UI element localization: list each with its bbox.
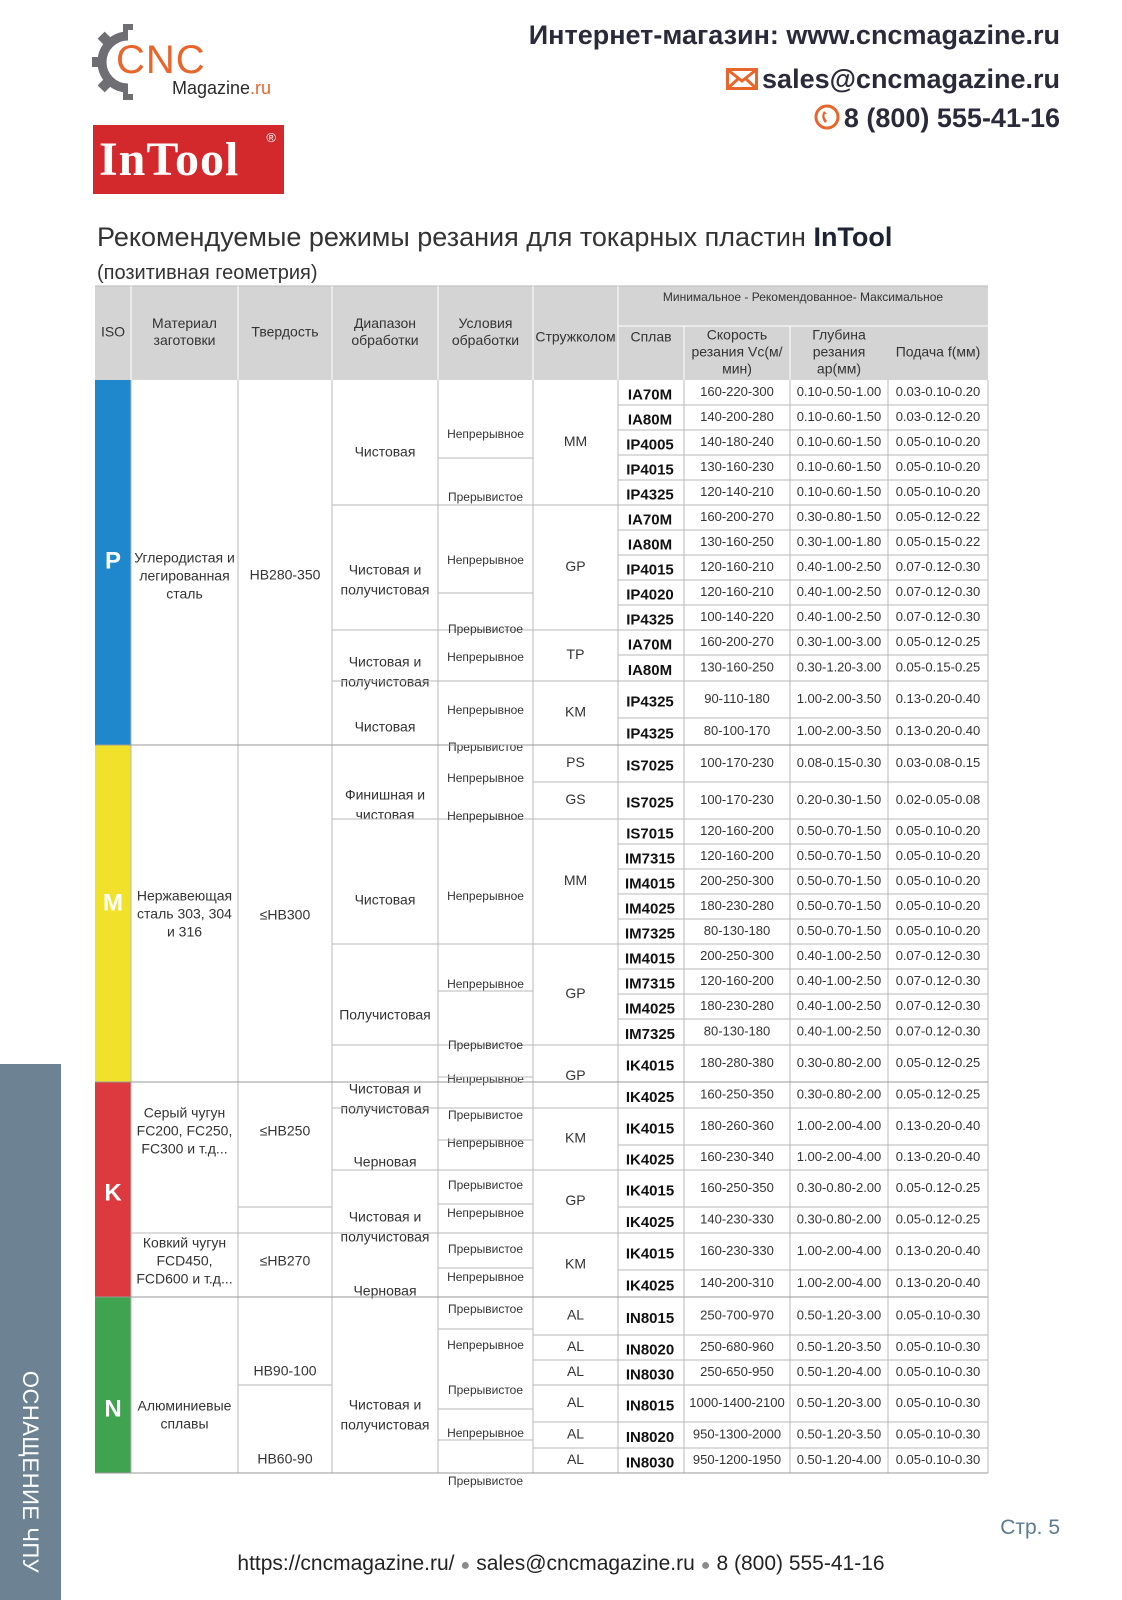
depth-cell: 0.50-1.20-3.50 (796, 1338, 882, 1354)
condition-cell: Прерывистое (447, 740, 524, 755)
condition-cell: Прерывистое (447, 1302, 524, 1317)
depth-cell: 0.50-1.20-4.00 (796, 1451, 882, 1467)
hardness-cell: ≤HB300 (259, 906, 311, 923)
chipbreaker-cell: AL (566, 1338, 585, 1355)
header-depth: резания (812, 343, 866, 360)
speed-cell: 120-140-210 (700, 483, 774, 499)
chipbreaker-cell: GP (565, 558, 586, 575)
footer (0, 1552, 1122, 1576)
alloy-cell: IP4325 (626, 693, 674, 711)
depth-cell: 0.30-1.00-1.80 (796, 533, 882, 549)
condition-cell: Прерывистое (447, 622, 524, 637)
alloy-cell: IP4325 (626, 486, 674, 504)
hardness-cell: ≤HB250 (259, 1122, 311, 1139)
chipbreaker-cell: AL (566, 1425, 585, 1442)
material-cell: FC200, FC250, (136, 1122, 233, 1139)
depth-cell: 0.30-0.80-2.00 (796, 1211, 882, 1227)
feed-cell: 0.05-0.12-0.25 (895, 1086, 981, 1102)
depth-cell: 0.50-1.20-3.50 (796, 1426, 882, 1442)
depth-cell: 0.40-1.00-2.50 (796, 558, 882, 574)
speed-cell: 120-160-200 (700, 822, 774, 838)
chipbreaker-cell: GP (565, 1067, 586, 1084)
depth-cell: 0.40-1.00-2.50 (796, 583, 882, 599)
feed-cell: 0.07-0.12-0.30 (895, 997, 981, 1013)
header-range: обработки (351, 332, 419, 349)
alloy-cell: IN8020 (625, 1428, 675, 1446)
condition-cell: Непрерывное (447, 1338, 524, 1353)
speed-cell: 80-130-180 (703, 922, 771, 938)
footer-separator: ● (700, 1557, 711, 1574)
feed-cell: 0.05-0.15-0.25 (895, 659, 981, 675)
speed-cell: 140-200-310 (700, 1274, 774, 1290)
material-cell: Серый чугун (143, 1104, 226, 1121)
depth-cell: 0.10-0.60-1.50 (796, 433, 882, 449)
range-cell: Черновая (353, 1282, 417, 1299)
header-speed: мин) (722, 360, 752, 377)
condition-cell: Прерывистое (447, 1383, 524, 1398)
header-conditions: Условия (458, 315, 513, 332)
feed-cell: 0.05-0.12-0.25 (895, 1054, 981, 1070)
iso-letter: M (103, 889, 123, 917)
speed-cell: 140-230-330 (700, 1211, 774, 1227)
speed-cell: 80-100-170 (703, 722, 771, 738)
feed-cell: 0.05-0.10-0.20 (895, 822, 981, 838)
depth-cell: 0.50-0.70-1.50 (796, 822, 882, 838)
alloy-cell: IK4015 (625, 1182, 675, 1200)
speed-cell: 250-700-970 (700, 1307, 774, 1323)
chipbreaker-cell: MM (563, 872, 588, 889)
speed-cell: 160-230-330 (700, 1242, 774, 1258)
range-cell: Финишная и (344, 786, 426, 803)
alloy-cell: IP4015 (626, 461, 674, 479)
alloy-cell: IN8015 (625, 1397, 675, 1415)
depth-cell: 0.50-1.20-3.00 (796, 1394, 882, 1410)
title-text: Рекомендуемые режимы резания для токарных пластин (97, 222, 806, 252)
condition-cell: Прерывистое (447, 490, 524, 505)
chipbreaker-cell: MM (563, 433, 588, 450)
speed-cell: 160-220-300 (700, 383, 774, 399)
speed-cell: 160-230-340 (700, 1148, 774, 1164)
feed-cell: 0.02-0.05-0.08 (895, 791, 981, 807)
range-cell: Чистовая (354, 891, 416, 908)
speed-cell: 200-250-300 (700, 947, 774, 963)
speed-cell: 180-260-360 (700, 1117, 774, 1133)
chipbreaker-cell: KM (565, 1255, 586, 1272)
alloy-cell: IK4025 (625, 1151, 675, 1169)
alloy-cell: IM7325 (624, 1025, 676, 1043)
feed-cell: 0.05-0.10-0.30 (895, 1426, 981, 1442)
chipbreaker-cell: KM (565, 703, 586, 720)
speed-cell: 100-140-220 (700, 608, 774, 624)
range-cell: Чистовая и (348, 1396, 422, 1413)
feed-cell: 0.05-0.10-0.30 (895, 1394, 981, 1410)
alloy-cell: IN8030 (625, 1366, 675, 1384)
feed-cell: 0.05-0.12-0.22 (895, 508, 981, 524)
speed-cell: 130-160-250 (700, 533, 774, 549)
speed-cell: 250-680-960 (700, 1338, 774, 1354)
alloy-cell: IP4325 (626, 725, 674, 743)
header-speed: резания Vc(м/ (691, 343, 783, 360)
depth-cell: 0.40-1.00-2.50 (796, 608, 882, 624)
speed-cell: 950-1300-2000 (692, 1426, 782, 1442)
cnc-logo-text: CNC (116, 38, 206, 82)
feed-cell: 0.05-0.12-0.25 (895, 633, 981, 649)
alloy-cell: IP4015 (626, 561, 674, 579)
depth-cell: 1.00-2.00-4.00 (796, 1117, 882, 1133)
feed-cell: 0.05-0.10-0.20 (895, 458, 981, 474)
depth-cell: 0.08-0.15-0.30 (796, 754, 882, 770)
material-cell: и 316 (166, 923, 203, 940)
alloy-cell: IK4025 (625, 1277, 675, 1295)
alloy-cell: IM4025 (624, 1000, 676, 1018)
depth-cell: 0.10-0.50-1.00 (796, 383, 882, 399)
title-brand: InTool (813, 222, 893, 252)
range-cell: получистовая (340, 1416, 430, 1433)
alloy-cell: IM4015 (624, 950, 676, 968)
material-cell: Нержавеющая (136, 887, 233, 904)
alloy-cell: IA80M (627, 411, 673, 429)
feed-cell: 0.13-0.20-0.40 (895, 690, 981, 706)
alloy-cell: IM4025 (624, 900, 676, 918)
condition-cell: Прерывистое (447, 1474, 524, 1489)
range-cell: Чистовая и (348, 1208, 422, 1225)
speed-cell: 200-250-300 (700, 872, 774, 888)
condition-cell: Непрерывное (447, 427, 524, 442)
speed-cell: 180-230-280 (700, 997, 774, 1013)
alloy-cell: IK4015 (625, 1120, 675, 1138)
alloy-cell: IM7315 (624, 850, 676, 868)
material-cell: сплавы (160, 1415, 209, 1432)
alloy-cell: IS7015 (626, 825, 674, 843)
feed-cell: 0.07-0.12-0.30 (895, 558, 981, 574)
condition-cell: Прерывистое (447, 1038, 524, 1053)
condition-cell: Непрерывное (447, 771, 524, 786)
range-cell: Чистовая и (348, 653, 422, 670)
depth-cell: 0.10-0.60-1.50 (796, 408, 882, 424)
alloy-cell: IP4325 (626, 611, 674, 629)
feed-cell: 0.13-0.20-0.40 (895, 1117, 981, 1133)
range-cell: получистовая (340, 673, 430, 690)
shop-url[interactable]: Интернет-магазин: www.cncmagazine.ru (528, 20, 1060, 50)
alloy-cell: IA80M (627, 661, 673, 679)
speed-cell: 120-160-200 (700, 972, 774, 988)
feed-cell: 0.03-0.12-0.20 (895, 408, 981, 424)
material-cell: сталь 303, 304 (137, 905, 232, 922)
range-cell: получистовая (340, 1228, 430, 1245)
depth-cell: 0.30-0.80-1.50 (796, 508, 882, 524)
range-cell: Получистовая (339, 1006, 431, 1023)
feed-cell: 0.07-0.12-0.30 (895, 1023, 981, 1039)
depth-cell: 0.40-1.00-2.50 (796, 997, 882, 1013)
feed-cell: 0.07-0.12-0.30 (895, 972, 981, 988)
header-speed: Скорость (706, 326, 768, 343)
speed-cell: 160-200-270 (700, 508, 774, 524)
alloy-cell: IM7325 (624, 925, 676, 943)
alloy-cell: IP4020 (626, 586, 674, 604)
chipbreaker-cell: AL (566, 1363, 585, 1380)
material-cell: FC300 и т.д... (141, 1140, 228, 1157)
speed-cell: 120-160-200 (700, 847, 774, 863)
speed-cell: 120-160-210 (700, 583, 774, 599)
speed-cell: 120-160-210 (700, 558, 774, 574)
depth-cell: 1.00-2.00-4.00 (796, 1274, 882, 1290)
speed-cell: 250-650-950 (700, 1363, 774, 1379)
speed-cell: 140-200-280 (700, 408, 774, 424)
feed-cell: 0.05-0.15-0.22 (895, 533, 981, 549)
footer-email[interactable]: sales@cncmagazine.ru (476, 1552, 695, 1575)
condition-cell: Прерывистое (447, 1178, 524, 1193)
material-cell: FCD600 и т.д... (136, 1270, 233, 1287)
feed-cell: 0.05-0.10-0.20 (895, 847, 981, 863)
header-email-text: sales@cncmagazine.ru (762, 64, 1060, 94)
alloy-cell: IA70M (627, 511, 673, 529)
registered-mark: ® (266, 130, 276, 145)
header-chipbreaker: Стружколом (535, 328, 616, 345)
alloy-cell: IK4015 (625, 1057, 675, 1075)
feed-cell: 0.05-0.10-0.30 (895, 1363, 981, 1379)
depth-cell: 0.50-1.20-4.00 (796, 1363, 882, 1379)
chipbreaker-cell: AL (566, 1394, 585, 1411)
feed-cell: 0.13-0.20-0.40 (895, 1148, 981, 1164)
header-iso: ISO (100, 323, 126, 340)
material-cell: FCD450, (156, 1252, 213, 1269)
alloy-cell: IK4025 (625, 1088, 675, 1106)
material-cell: Ковкий чугун (142, 1234, 227, 1251)
page-number: Стр. 5 (1000, 1516, 1060, 1539)
header-group: Минимальное - Рекомендованное- Максимальное (662, 290, 944, 305)
alloy-cell: IM4015 (624, 875, 676, 893)
alloy-cell: IA80M (627, 536, 673, 554)
feed-cell: 0.05-0.12-0.25 (895, 1179, 981, 1195)
feed-cell: 0.13-0.20-0.40 (895, 1274, 981, 1290)
header-hardness: Твердость (251, 323, 319, 340)
depth-cell: 1.00-2.00-4.00 (796, 1148, 882, 1164)
iso-letter: K (104, 1179, 122, 1207)
alloy-cell: IP4005 (626, 436, 674, 454)
depth-cell: 0.50-0.70-1.50 (796, 922, 882, 938)
feed-cell: 0.13-0.20-0.40 (895, 1242, 981, 1258)
depth-cell: 0.40-1.00-2.50 (796, 972, 882, 988)
feed-cell: 0.05-0.10-0.20 (895, 922, 981, 938)
condition-cell: Непрерывное (447, 1270, 524, 1285)
condition-cell: Непрерывное (447, 1206, 524, 1221)
header-depth: ap(мм) (816, 360, 862, 377)
side-label: ОСНАЩЕНИЕ ЧПУ (18, 1370, 43, 1574)
range-cell: Чистовая и (348, 1080, 422, 1097)
range-cell: Чистовая (354, 718, 416, 735)
feed-cell: 0.05-0.10-0.20 (895, 897, 981, 913)
condition-cell: Непрерывное (447, 650, 524, 665)
feed-cell: 0.05-0.10-0.20 (895, 483, 981, 499)
hardness-cell: ≤HB270 (259, 1252, 311, 1269)
chipbreaker-cell: GS (565, 791, 586, 808)
material-cell: легированная (139, 567, 230, 584)
speed-cell: 140-180-240 (700, 433, 774, 449)
alloy-cell: IK4025 (625, 1213, 675, 1231)
range-cell: получистовая (340, 581, 430, 598)
iso-letter: N (104, 1395, 122, 1423)
alloy-cell: IM7315 (624, 975, 676, 993)
condition-cell: Прерывистое (447, 1242, 524, 1257)
range-cell: чистовая (355, 806, 415, 823)
alloy-cell: IN8015 (625, 1309, 675, 1327)
range-cell: Черновая (353, 1153, 417, 1170)
speed-cell: 90-110-180 (704, 690, 770, 706)
depth-cell: 0.30-0.80-2.00 (796, 1086, 882, 1102)
iso-block (95, 1297, 131, 1473)
cnc-logo-sub: Magazine (172, 78, 251, 98)
depth-cell: 0.50-0.70-1.50 (796, 847, 882, 863)
header-conditions: обработки (451, 332, 520, 349)
feed-cell: 0.05-0.10-0.20 (895, 872, 981, 888)
header-material: заготовки (153, 332, 216, 349)
condition-cell: Непрерывное (447, 1426, 524, 1441)
condition-cell: Непрерывное (447, 889, 524, 904)
chipbreaker-cell: GP (565, 985, 586, 1002)
depth-cell: 0.20-0.30-1.50 (796, 791, 882, 807)
material-cell: Углеродистая и (134, 549, 235, 566)
depth-cell: 0.30-1.20-3.00 (796, 659, 882, 675)
alloy-cell: IK4015 (625, 1245, 675, 1263)
speed-cell: 80-130-180 (703, 1023, 771, 1039)
speed-cell: 950-1200-1950 (692, 1451, 782, 1467)
footer-separator: ● (460, 1557, 471, 1574)
depth-cell: 0.30-0.80-2.00 (796, 1179, 882, 1195)
condition-cell: Непрерывное (447, 703, 524, 718)
condition-cell: Непрерывное (447, 553, 524, 568)
speed-cell: 130-160-250 (700, 659, 774, 675)
hardness-cell: HB280-350 (249, 566, 321, 583)
chipbreaker-cell: PS (566, 754, 585, 771)
feed-cell: 0.13-0.20-0.40 (895, 722, 981, 738)
speed-cell: 1000-1400-2100 (689, 1394, 785, 1410)
feed-cell: 0.03-0.08-0.15 (895, 754, 981, 770)
feed-cell: 0.05-0.10-0.30 (895, 1307, 981, 1323)
depth-cell: 0.10-0.60-1.50 (796, 458, 882, 474)
depth-cell: 0.30-0.80-2.00 (796, 1054, 882, 1070)
intool-logo-text: InTool (99, 133, 240, 186)
chipbreaker-cell: GP (565, 1192, 586, 1209)
feed-cell: 0.05-0.10-0.20 (895, 433, 981, 449)
depth-cell: 0.30-1.00-3.00 (796, 633, 882, 649)
depth-cell: 0.40-1.00-2.50 (796, 947, 882, 963)
cnc-logo-ru: .ru (250, 78, 272, 98)
alloy-cell: IA70M (627, 386, 673, 404)
range-cell: Чистовая (354, 443, 416, 460)
feed-cell: 0.05-0.10-0.30 (895, 1451, 981, 1467)
header-material: Материал (152, 315, 217, 332)
iso-letter: P (104, 547, 122, 575)
range-cell: Чистовая и (348, 561, 422, 578)
header-range: Диапазон (353, 315, 417, 332)
range-cell: получистовая (340, 1100, 430, 1117)
condition-cell: Непрерывное (447, 1136, 524, 1151)
speed-cell: 100-170-230 (700, 754, 774, 770)
hardness-cell: HB90-100 (253, 1362, 317, 1379)
feed-cell: 0.03-0.10-0.20 (895, 383, 981, 399)
alloy-cell: IN8020 (625, 1341, 675, 1359)
alloy-cell: IN8030 (625, 1454, 675, 1472)
feed-cell: 0.07-0.12-0.30 (895, 608, 981, 624)
depth-cell: 0.50-0.70-1.50 (796, 872, 882, 888)
feed-cell: 0.07-0.12-0.30 (895, 947, 981, 963)
condition-cell: Прерывистое (447, 1108, 524, 1123)
hardness-cell: HB60-90 (257, 1450, 313, 1467)
alloy-cell: IS7025 (626, 794, 674, 812)
speed-cell: 130-160-230 (700, 458, 774, 474)
condition-cell: Непрерывное (447, 809, 524, 824)
depth-cell: 0.50-1.20-3.00 (796, 1307, 882, 1323)
footer-site[interactable]: https://cncmagazine.ru/ (237, 1552, 455, 1575)
material-cell: сталь (166, 585, 203, 602)
feed-cell: 0.05-0.10-0.30 (895, 1338, 981, 1354)
alloy-cell: IS7025 (626, 757, 674, 775)
header-depth: Глубина (812, 326, 866, 343)
header-alloy: Сплав (630, 328, 672, 345)
depth-cell: 0.40-1.00-2.50 (796, 1023, 882, 1039)
depth-cell: 0.50-0.70-1.50 (796, 897, 882, 913)
depth-cell: 1.00-2.00-3.50 (796, 690, 882, 706)
feed-cell: 0.07-0.12-0.30 (895, 583, 981, 599)
material-cell: Алюминиевые (137, 1397, 232, 1414)
header-feed: Подача f(мм) (895, 343, 981, 360)
chipbreaker-cell: AL (566, 1451, 585, 1468)
speed-cell: 160-250-350 (700, 1086, 774, 1102)
condition-cell: Непрерывное (447, 1072, 524, 1087)
speed-cell: 160-200-270 (700, 633, 774, 649)
header-phone-text: 8 (800) 555-41-16 (843, 103, 1060, 133)
depth-cell: 1.00-2.00-4.00 (796, 1242, 882, 1258)
chipbreaker-cell: AL (566, 1306, 585, 1323)
feed-cell: 0.05-0.12-0.25 (895, 1211, 981, 1227)
depth-cell: 1.00-2.00-3.50 (796, 722, 882, 738)
speed-cell: 100-170-230 (700, 791, 774, 807)
page-subtitle: (позитивная геометрия) (97, 262, 318, 284)
condition-cell: Непрерывное (447, 977, 524, 992)
speed-cell: 180-230-280 (700, 897, 774, 913)
speed-cell: 160-250-350 (700, 1179, 774, 1195)
chipbreaker-cell: TP (566, 646, 585, 663)
chipbreaker-cell: KM (565, 1129, 586, 1146)
depth-cell: 0.10-0.60-1.50 (796, 483, 882, 499)
footer-phone[interactable]: 8 (800) 555-41-16 (716, 1552, 885, 1575)
speed-cell: 180-280-380 (700, 1054, 774, 1070)
alloy-cell: IA70M (627, 636, 673, 654)
